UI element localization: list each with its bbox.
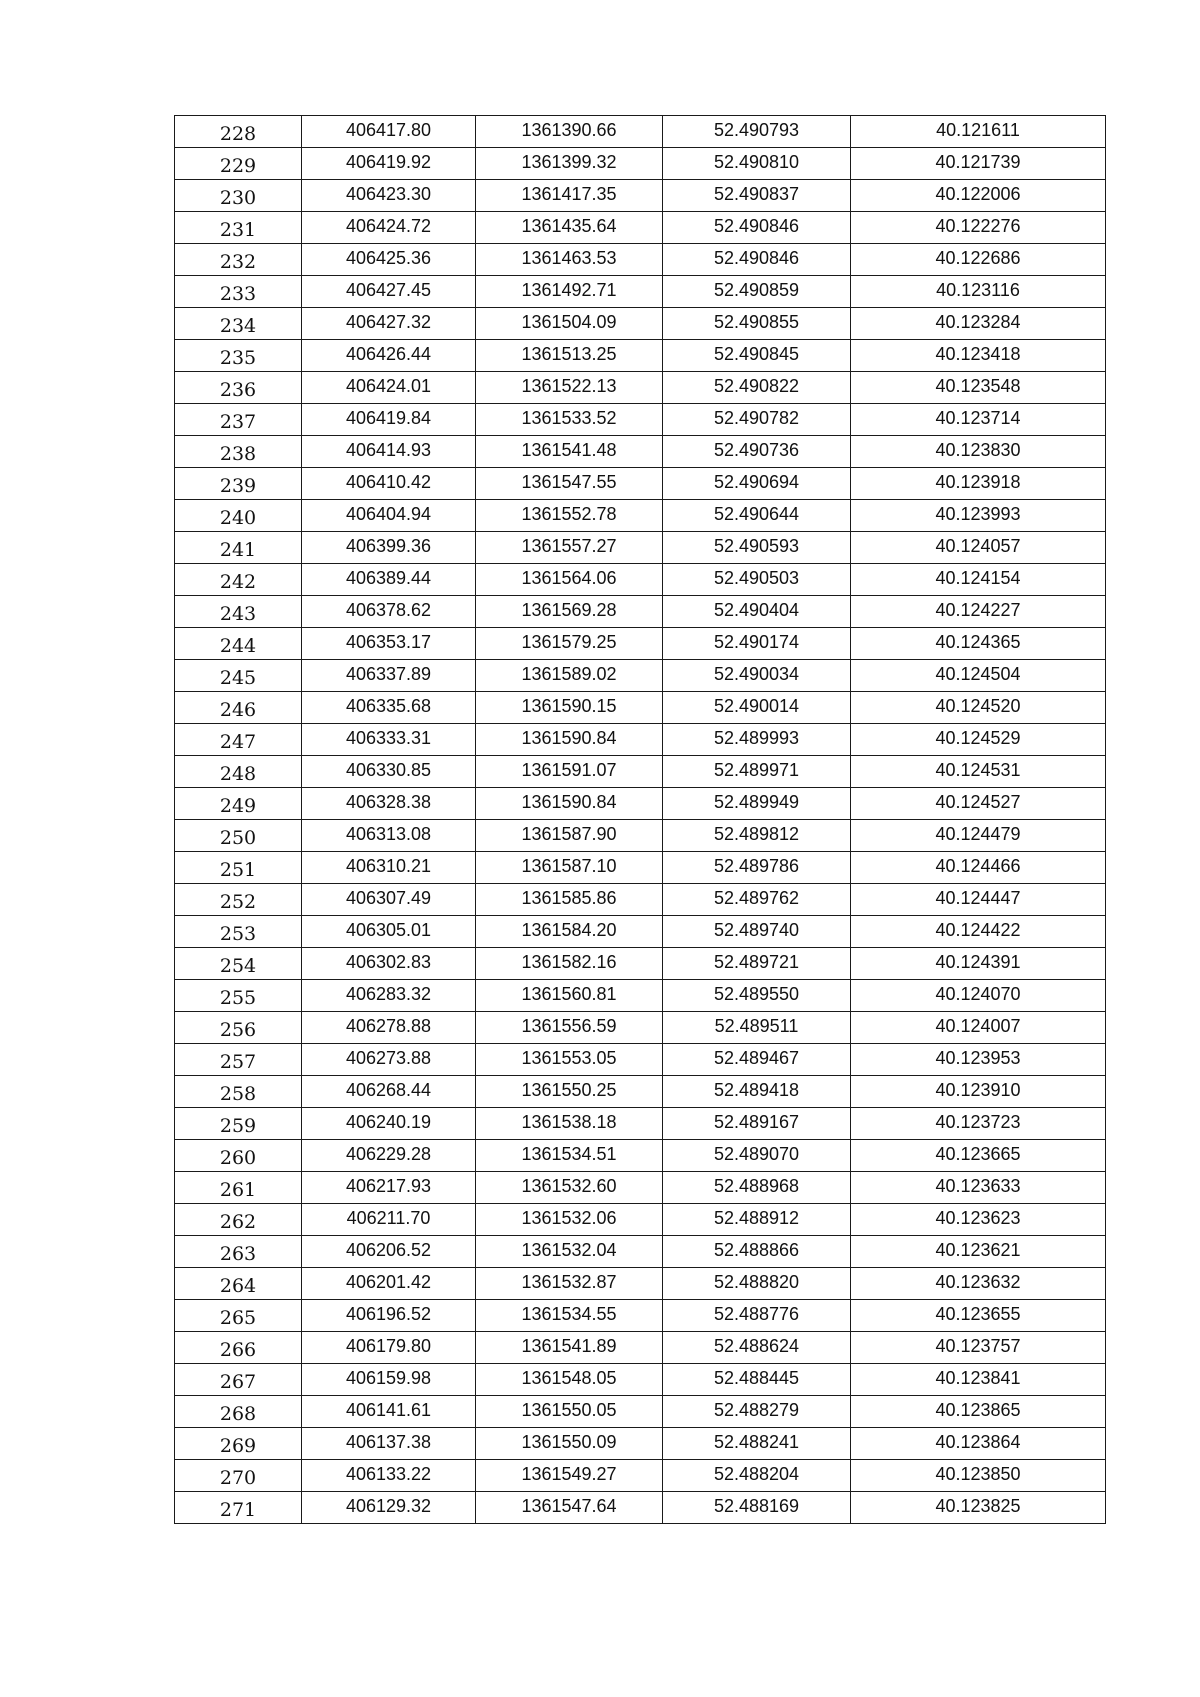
cell-longitude: 40.124531 bbox=[851, 756, 1106, 788]
cell-coord-y: 1361533.52 bbox=[476, 404, 663, 436]
cell-point-number: 259 bbox=[175, 1108, 302, 1140]
cell-coord-x: 406328.38 bbox=[302, 788, 476, 820]
cell-coord-x: 406399.36 bbox=[302, 532, 476, 564]
cell-point-number: 234 bbox=[175, 308, 302, 340]
cell-longitude: 40.123864 bbox=[851, 1428, 1106, 1460]
table-row bbox=[175, 1268, 1106, 1300]
cell-coord-y: 1361550.05 bbox=[476, 1396, 663, 1428]
cell-point-number: 241 bbox=[175, 532, 302, 564]
cell-coord-x: 406333.31 bbox=[302, 724, 476, 756]
cell-point-number: 266 bbox=[175, 1332, 302, 1364]
table-row bbox=[175, 948, 1106, 980]
cell-point-number: 230 bbox=[175, 180, 302, 212]
cell-coord-x: 406337.89 bbox=[302, 660, 476, 692]
table-row bbox=[175, 340, 1106, 372]
cell-coord-y: 1361579.25 bbox=[476, 628, 663, 660]
cell-point-number: 254 bbox=[175, 948, 302, 980]
cell-point-number: 270 bbox=[175, 1460, 302, 1492]
cell-coord-y: 1361550.09 bbox=[476, 1428, 663, 1460]
cell-longitude: 40.123841 bbox=[851, 1364, 1106, 1396]
cell-coord-x: 406330.85 bbox=[302, 756, 476, 788]
cell-longitude: 40.124520 bbox=[851, 692, 1106, 724]
cell-longitude: 40.123850 bbox=[851, 1460, 1106, 1492]
cell-longitude: 40.124529 bbox=[851, 724, 1106, 756]
table-row bbox=[175, 116, 1106, 148]
cell-point-number: 251 bbox=[175, 852, 302, 884]
cell-point-number: 268 bbox=[175, 1396, 302, 1428]
cell-point-number: 248 bbox=[175, 756, 302, 788]
cell-point-number: 246 bbox=[175, 692, 302, 724]
cell-latitude: 52.489949 bbox=[663, 788, 851, 820]
cell-point-number: 261 bbox=[175, 1172, 302, 1204]
cell-point-number: 260 bbox=[175, 1140, 302, 1172]
cell-longitude: 40.124070 bbox=[851, 980, 1106, 1012]
cell-coord-y: 1361541.89 bbox=[476, 1332, 663, 1364]
cell-point-number: 236 bbox=[175, 372, 302, 404]
cell-latitude: 52.489762 bbox=[663, 884, 851, 916]
cell-coord-y: 1361589.02 bbox=[476, 660, 663, 692]
table-row bbox=[175, 1108, 1106, 1140]
cell-longitude: 40.124391 bbox=[851, 948, 1106, 980]
table-row bbox=[175, 1172, 1106, 1204]
table-row bbox=[175, 916, 1106, 948]
cell-coord-y: 1361587.90 bbox=[476, 820, 663, 852]
cell-coord-x: 406419.84 bbox=[302, 404, 476, 436]
table-row bbox=[175, 1076, 1106, 1108]
table-row bbox=[175, 276, 1106, 308]
cell-latitude: 52.490404 bbox=[663, 596, 851, 628]
cell-longitude: 40.123993 bbox=[851, 500, 1106, 532]
cell-point-number: 262 bbox=[175, 1204, 302, 1236]
cell-coord-y: 1361585.86 bbox=[476, 884, 663, 916]
cell-coord-y: 1361547.55 bbox=[476, 468, 663, 500]
cell-point-number: 252 bbox=[175, 884, 302, 916]
cell-latitude: 52.490782 bbox=[663, 404, 851, 436]
table-row bbox=[175, 596, 1106, 628]
cell-latitude: 52.488279 bbox=[663, 1396, 851, 1428]
cell-longitude: 40.123548 bbox=[851, 372, 1106, 404]
cell-coord-x: 406229.28 bbox=[302, 1140, 476, 1172]
cell-longitude: 40.124154 bbox=[851, 564, 1106, 596]
cell-latitude: 52.489812 bbox=[663, 820, 851, 852]
table-row bbox=[175, 980, 1106, 1012]
table-row bbox=[175, 372, 1106, 404]
cell-latitude: 52.490034 bbox=[663, 660, 851, 692]
cell-longitude: 40.122006 bbox=[851, 180, 1106, 212]
cell-point-number: 267 bbox=[175, 1364, 302, 1396]
cell-coord-y: 1361492.71 bbox=[476, 276, 663, 308]
cell-coord-x: 406137.38 bbox=[302, 1428, 476, 1460]
table-row bbox=[175, 404, 1106, 436]
cell-latitude: 52.489511 bbox=[663, 1012, 851, 1044]
cell-latitude: 52.490810 bbox=[663, 148, 851, 180]
table-row bbox=[175, 852, 1106, 884]
cell-longitude: 40.124007 bbox=[851, 1012, 1106, 1044]
cell-point-number: 243 bbox=[175, 596, 302, 628]
cell-longitude: 40.124365 bbox=[851, 628, 1106, 660]
cell-longitude: 40.122686 bbox=[851, 244, 1106, 276]
cell-latitude: 52.490837 bbox=[663, 180, 851, 212]
cell-longitude: 40.123621 bbox=[851, 1236, 1106, 1268]
cell-latitude: 52.489467 bbox=[663, 1044, 851, 1076]
cell-point-number: 229 bbox=[175, 148, 302, 180]
cell-longitude: 40.122276 bbox=[851, 212, 1106, 244]
cell-latitude: 52.488776 bbox=[663, 1300, 851, 1332]
cell-coord-y: 1361550.25 bbox=[476, 1076, 663, 1108]
cell-coord-y: 1361557.27 bbox=[476, 532, 663, 564]
cell-coord-x: 406305.01 bbox=[302, 916, 476, 948]
cell-longitude: 40.123953 bbox=[851, 1044, 1106, 1076]
cell-point-number: 250 bbox=[175, 820, 302, 852]
cell-point-number: 269 bbox=[175, 1428, 302, 1460]
cell-longitude: 40.123284 bbox=[851, 308, 1106, 340]
cell-latitude: 52.490793 bbox=[663, 116, 851, 148]
cell-coord-x: 406424.01 bbox=[302, 372, 476, 404]
cell-latitude: 52.490822 bbox=[663, 372, 851, 404]
table-row bbox=[175, 628, 1106, 660]
cell-coord-y: 1361547.64 bbox=[476, 1492, 663, 1524]
cell-longitude: 40.123825 bbox=[851, 1492, 1106, 1524]
table-row bbox=[175, 1236, 1106, 1268]
cell-coord-x: 406425.36 bbox=[302, 244, 476, 276]
cell-coord-y: 1361435.64 bbox=[476, 212, 663, 244]
cell-latitude: 52.489550 bbox=[663, 980, 851, 1012]
cell-longitude: 40.124227 bbox=[851, 596, 1106, 628]
cell-coord-y: 1361587.10 bbox=[476, 852, 663, 884]
cell-latitude: 52.489418 bbox=[663, 1076, 851, 1108]
cell-coord-y: 1361560.81 bbox=[476, 980, 663, 1012]
table-row bbox=[175, 788, 1106, 820]
cell-coord-x: 406129.32 bbox=[302, 1492, 476, 1524]
cell-latitude: 52.490593 bbox=[663, 532, 851, 564]
cell-longitude: 40.121611 bbox=[851, 116, 1106, 148]
cell-coord-y: 1361549.27 bbox=[476, 1460, 663, 1492]
coordinate-table bbox=[174, 115, 1106, 1524]
cell-latitude: 52.488866 bbox=[663, 1236, 851, 1268]
cell-coord-y: 1361553.05 bbox=[476, 1044, 663, 1076]
cell-point-number: 263 bbox=[175, 1236, 302, 1268]
cell-longitude: 40.124479 bbox=[851, 820, 1106, 852]
cell-coord-x: 406313.08 bbox=[302, 820, 476, 852]
cell-point-number: 235 bbox=[175, 340, 302, 372]
cell-latitude: 52.490014 bbox=[663, 692, 851, 724]
cell-coord-x: 406424.72 bbox=[302, 212, 476, 244]
table-row bbox=[175, 468, 1106, 500]
cell-coord-y: 1361590.84 bbox=[476, 788, 663, 820]
table-row bbox=[175, 1364, 1106, 1396]
cell-latitude: 52.490846 bbox=[663, 212, 851, 244]
table-row bbox=[175, 1428, 1106, 1460]
table-row bbox=[175, 660, 1106, 692]
cell-point-number: 237 bbox=[175, 404, 302, 436]
cell-longitude: 40.124466 bbox=[851, 852, 1106, 884]
cell-latitude: 52.489721 bbox=[663, 948, 851, 980]
cell-coord-y: 1361590.84 bbox=[476, 724, 663, 756]
table-row bbox=[175, 308, 1106, 340]
cell-latitude: 52.488912 bbox=[663, 1204, 851, 1236]
cell-coord-y: 1361532.06 bbox=[476, 1204, 663, 1236]
cell-coord-y: 1361552.78 bbox=[476, 500, 663, 532]
cell-point-number: 231 bbox=[175, 212, 302, 244]
cell-point-number: 257 bbox=[175, 1044, 302, 1076]
cell-longitude: 40.124447 bbox=[851, 884, 1106, 916]
table-row bbox=[175, 1204, 1106, 1236]
cell-coord-x: 406159.98 bbox=[302, 1364, 476, 1396]
cell-latitude: 52.490855 bbox=[663, 308, 851, 340]
cell-coord-y: 1361532.87 bbox=[476, 1268, 663, 1300]
cell-longitude: 40.123665 bbox=[851, 1140, 1106, 1172]
cell-longitude: 40.124422 bbox=[851, 916, 1106, 948]
cell-point-number: 245 bbox=[175, 660, 302, 692]
table-row bbox=[175, 1140, 1106, 1172]
table-row bbox=[175, 820, 1106, 852]
cell-latitude: 52.490694 bbox=[663, 468, 851, 500]
table-row bbox=[175, 212, 1106, 244]
cell-latitude: 52.488445 bbox=[663, 1364, 851, 1396]
cell-coord-x: 406307.49 bbox=[302, 884, 476, 916]
cell-coord-y: 1361504.09 bbox=[476, 308, 663, 340]
cell-coord-x: 406414.93 bbox=[302, 436, 476, 468]
table-row bbox=[175, 724, 1106, 756]
cell-coord-x: 406278.88 bbox=[302, 1012, 476, 1044]
cell-latitude: 52.490174 bbox=[663, 628, 851, 660]
cell-point-number: 256 bbox=[175, 1012, 302, 1044]
cell-coord-y: 1361590.15 bbox=[476, 692, 663, 724]
table-row bbox=[175, 1300, 1106, 1332]
table-row bbox=[175, 692, 1106, 724]
cell-coord-x: 406427.45 bbox=[302, 276, 476, 308]
cell-coord-y: 1361591.07 bbox=[476, 756, 663, 788]
table-row bbox=[175, 1044, 1106, 1076]
cell-longitude: 40.123655 bbox=[851, 1300, 1106, 1332]
cell-coord-x: 406141.61 bbox=[302, 1396, 476, 1428]
cell-latitude: 52.489993 bbox=[663, 724, 851, 756]
table-row bbox=[175, 1012, 1106, 1044]
cell-longitude: 40.123757 bbox=[851, 1332, 1106, 1364]
cell-latitude: 52.490736 bbox=[663, 436, 851, 468]
cell-coord-y: 1361532.60 bbox=[476, 1172, 663, 1204]
cell-coord-x: 406353.17 bbox=[302, 628, 476, 660]
cell-coord-y: 1361399.32 bbox=[476, 148, 663, 180]
table-row bbox=[175, 500, 1106, 532]
cell-coord-x: 406423.30 bbox=[302, 180, 476, 212]
cell-longitude: 40.121739 bbox=[851, 148, 1106, 180]
table-row bbox=[175, 148, 1106, 180]
cell-point-number: 249 bbox=[175, 788, 302, 820]
cell-coord-x: 406196.52 bbox=[302, 1300, 476, 1332]
cell-longitude: 40.123632 bbox=[851, 1268, 1106, 1300]
cell-coord-x: 406419.92 bbox=[302, 148, 476, 180]
cell-longitude: 40.123418 bbox=[851, 340, 1106, 372]
cell-coord-y: 1361564.06 bbox=[476, 564, 663, 596]
cell-point-number: 242 bbox=[175, 564, 302, 596]
cell-latitude: 52.490846 bbox=[663, 244, 851, 276]
table-row bbox=[175, 756, 1106, 788]
cell-latitude: 52.490644 bbox=[663, 500, 851, 532]
cell-longitude: 40.123116 bbox=[851, 276, 1106, 308]
cell-coord-x: 406133.22 bbox=[302, 1460, 476, 1492]
cell-coord-x: 406310.21 bbox=[302, 852, 476, 884]
cell-coord-y: 1361417.35 bbox=[476, 180, 663, 212]
table-row bbox=[175, 564, 1106, 596]
table-row bbox=[175, 180, 1106, 212]
cell-point-number: 255 bbox=[175, 980, 302, 1012]
cell-point-number: 271 bbox=[175, 1492, 302, 1524]
cell-longitude: 40.123723 bbox=[851, 1108, 1106, 1140]
cell-coord-x: 406211.70 bbox=[302, 1204, 476, 1236]
cell-coord-x: 406378.62 bbox=[302, 596, 476, 628]
cell-point-number: 247 bbox=[175, 724, 302, 756]
cell-coord-y: 1361390.66 bbox=[476, 116, 663, 148]
cell-latitude: 52.489167 bbox=[663, 1108, 851, 1140]
cell-coord-y: 1361541.48 bbox=[476, 436, 663, 468]
cell-coord-x: 406335.68 bbox=[302, 692, 476, 724]
cell-coord-y: 1361522.13 bbox=[476, 372, 663, 404]
cell-point-number: 264 bbox=[175, 1268, 302, 1300]
cell-coord-y: 1361534.55 bbox=[476, 1300, 663, 1332]
cell-coord-y: 1361556.59 bbox=[476, 1012, 663, 1044]
cell-coord-y: 1361569.28 bbox=[476, 596, 663, 628]
cell-point-number: 265 bbox=[175, 1300, 302, 1332]
cell-coord-x: 406268.44 bbox=[302, 1076, 476, 1108]
cell-point-number: 239 bbox=[175, 468, 302, 500]
cell-latitude: 52.488241 bbox=[663, 1428, 851, 1460]
cell-longitude: 40.124504 bbox=[851, 660, 1106, 692]
table-row bbox=[175, 1396, 1106, 1428]
cell-coord-x: 406410.42 bbox=[302, 468, 476, 500]
cell-coord-x: 406389.44 bbox=[302, 564, 476, 596]
cell-point-number: 253 bbox=[175, 916, 302, 948]
cell-latitude: 52.488169 bbox=[663, 1492, 851, 1524]
cell-longitude: 40.123865 bbox=[851, 1396, 1106, 1428]
cell-coord-x: 406404.94 bbox=[302, 500, 476, 532]
cell-longitude: 40.124057 bbox=[851, 532, 1106, 564]
cell-latitude: 52.489740 bbox=[663, 916, 851, 948]
cell-latitude: 52.490859 bbox=[663, 276, 851, 308]
cell-coord-x: 406179.80 bbox=[302, 1332, 476, 1364]
cell-latitude: 52.488624 bbox=[663, 1332, 851, 1364]
table-row bbox=[175, 244, 1106, 276]
cell-latitude: 52.489786 bbox=[663, 852, 851, 884]
cell-coord-x: 406206.52 bbox=[302, 1236, 476, 1268]
cell-coord-x: 406217.93 bbox=[302, 1172, 476, 1204]
cell-longitude: 40.124527 bbox=[851, 788, 1106, 820]
cell-latitude: 52.488968 bbox=[663, 1172, 851, 1204]
cell-longitude: 40.123830 bbox=[851, 436, 1106, 468]
cell-longitude: 40.123633 bbox=[851, 1172, 1106, 1204]
cell-coord-y: 1361538.18 bbox=[476, 1108, 663, 1140]
cell-longitude: 40.123623 bbox=[851, 1204, 1106, 1236]
table-row bbox=[175, 1460, 1106, 1492]
table-row bbox=[175, 1492, 1106, 1524]
cell-coord-x: 406273.88 bbox=[302, 1044, 476, 1076]
cell-longitude: 40.123918 bbox=[851, 468, 1106, 500]
cell-latitude: 52.489070 bbox=[663, 1140, 851, 1172]
cell-coord-y: 1361582.16 bbox=[476, 948, 663, 980]
cell-coord-y: 1361463.53 bbox=[476, 244, 663, 276]
cell-coord-x: 406302.83 bbox=[302, 948, 476, 980]
cell-latitude: 52.490503 bbox=[663, 564, 851, 596]
table-row bbox=[175, 436, 1106, 468]
cell-point-number: 238 bbox=[175, 436, 302, 468]
cell-longitude: 40.123910 bbox=[851, 1076, 1106, 1108]
cell-coord-y: 1361534.51 bbox=[476, 1140, 663, 1172]
cell-latitude: 52.490845 bbox=[663, 340, 851, 372]
cell-coord-x: 406201.42 bbox=[302, 1268, 476, 1300]
cell-longitude: 40.123714 bbox=[851, 404, 1106, 436]
cell-coord-y: 1361584.20 bbox=[476, 916, 663, 948]
cell-point-number: 233 bbox=[175, 276, 302, 308]
cell-point-number: 244 bbox=[175, 628, 302, 660]
cell-coord-x: 406240.19 bbox=[302, 1108, 476, 1140]
cell-latitude: 52.488820 bbox=[663, 1268, 851, 1300]
table-row bbox=[175, 884, 1106, 916]
cell-coord-x: 406283.32 bbox=[302, 980, 476, 1012]
cell-coord-y: 1361548.05 bbox=[476, 1364, 663, 1396]
cell-point-number: 240 bbox=[175, 500, 302, 532]
table-row bbox=[175, 532, 1106, 564]
cell-point-number: 258 bbox=[175, 1076, 302, 1108]
cell-coord-x: 406417.80 bbox=[302, 116, 476, 148]
cell-latitude: 52.489971 bbox=[663, 756, 851, 788]
cell-latitude: 52.488204 bbox=[663, 1460, 851, 1492]
cell-coord-x: 406427.32 bbox=[302, 308, 476, 340]
cell-coord-y: 1361532.04 bbox=[476, 1236, 663, 1268]
coordinate-table-body bbox=[175, 116, 1106, 1524]
cell-point-number: 228 bbox=[175, 116, 302, 148]
cell-point-number: 232 bbox=[175, 244, 302, 276]
cell-coord-y: 1361513.25 bbox=[476, 340, 663, 372]
table-row bbox=[175, 1332, 1106, 1364]
cell-coord-x: 406426.44 bbox=[302, 340, 476, 372]
